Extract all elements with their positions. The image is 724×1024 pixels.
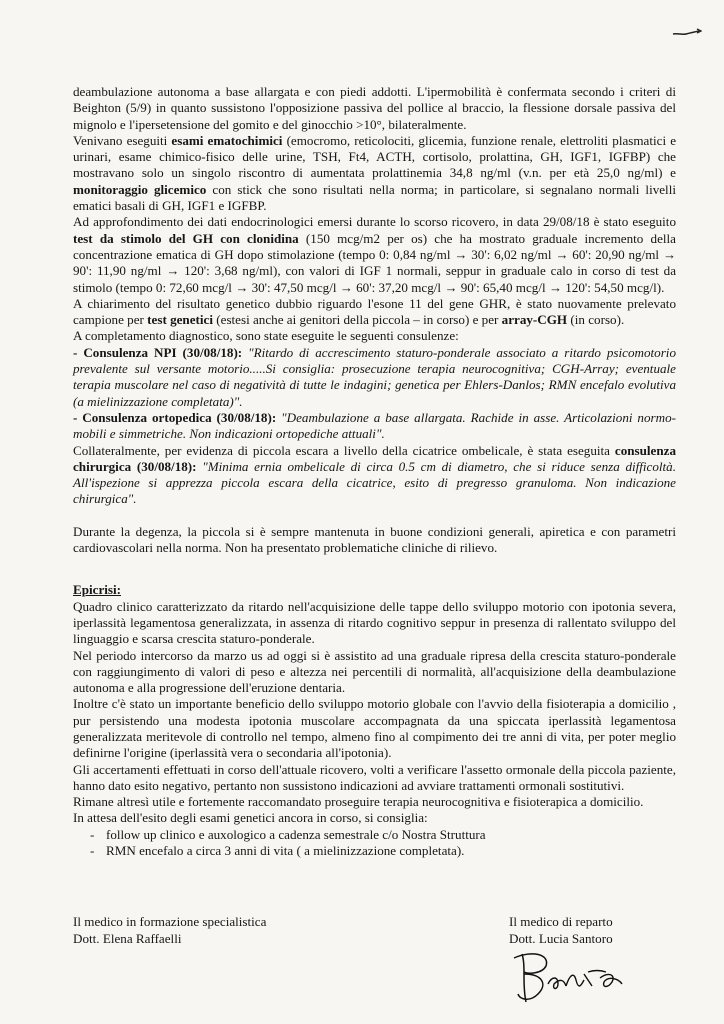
epicrisi-paragraph-2: Nel periodo intercorso da marzo us ad oggi si è assistito ad una graduale ripresa della crescita staturo-ponderale con raggiungimento di valori di peso e altezza nei percentili di normalità, all'acquisizione della deambulazione autonoma e alla progressione dell'eruzione dentaria. bbox=[73, 647, 676, 696]
paragraph-surgical-consult: Collateralmente, per evidenza di piccola escara a livello della cicatrice ombelicale, è stata eseguita consulenza chirurgica (30/08/18): "Minima ernia ombelicale di circa 0.5 cm di diametro, che si riduce senza difficoltà. All'ispezione si apprezza piccola escara della cicatrice, esito di pregresso granuloma. Non indicazione chirurgica". bbox=[73, 442, 676, 507]
resident-role: Il medico in formazione specialistica bbox=[73, 914, 267, 929]
report-body bbox=[73, 84, 676, 859]
term-blood-tests: esami ematochimici bbox=[171, 132, 283, 148]
paragraph-ortho-consult: - Consulenza ortopedica (30/08/18): "Deambulazione a base allargata. Rachide in asse. Articolazioni normo-mobili e simmetriche. Non indicazioni ortopediche attuali". bbox=[73, 409, 676, 442]
resident-signature-block bbox=[73, 914, 333, 947]
paragraph-npi-consult: - Consulenza NPI (30/08/18): "Ritardo di accrescimento staturo-ponderale associato a ritardo psicomotorio prevalente sul versante motorio.....Si consiglia: prosecuzione terapia neurocognitiva; CGH-Array; eventuale terapia muscolare nel caso di negatività di tutte le indagini; genetica per Ehlers-Danlos; RMN encefalo evolutiva (a mielinizzazione completata)". bbox=[73, 344, 676, 409]
term-genetic-tests: test genetici bbox=[147, 312, 213, 328]
term-npi-consult: - Consulenza NPI (30/08/18): bbox=[73, 344, 243, 360]
epicrisi-paragraph-6: In attesa dell'esito degli esami genetici ancora in corso, si consiglia: bbox=[73, 810, 428, 826]
list-item: - follow up clinico e auxologico a cadenza semestrale c/o Nostra Struttura bbox=[90, 826, 486, 842]
term-array-cgh: array-CGH bbox=[501, 312, 568, 328]
paragraph-consult-intro: A completamento diagnostico, sono state eseguite le seguenti consulenze: bbox=[73, 328, 459, 344]
paragraph-mobility: deambulazione autonoma a base allargata e con piedi addotti. L'ipermobilità è confermata secondo i criteri di Beighton (5/9) in quanto sussistono l'opposizione passiva del pollice al braccio, la flessione dorsale passiva del mignolo e l'ipersetensione del gomito e del ginocchio >10°, bilateralmente. bbox=[73, 84, 676, 132]
resident-name: Dott. Elena Raffaelli bbox=[73, 930, 182, 946]
epicrisi-paragraph-5: Rimane altresì utile e fortemente raccomandato proseguire terapia neurocognitiva e fisioterapica a domicilio. bbox=[73, 794, 644, 810]
attending-role: Il medico di reparto bbox=[509, 914, 613, 929]
term-surgical-consult: consulenza chirurgica (30/08/18): bbox=[73, 442, 676, 474]
term-ortho-consult: - Consulenza ortopedica (30/08/18): bbox=[73, 409, 277, 425]
attending-name: Dott. Lucia Santoro bbox=[509, 930, 613, 946]
handwritten-signature bbox=[508, 944, 628, 1008]
paragraph-genetics: A chiarimento del risultato genetico dubbio riguardo l'esone 11 del gene GHR, è stato nuovamente prelevato campione per test genetici (estesi anche ai genitori della piccola – in corso) e per array-CGH (in corso). bbox=[73, 295, 676, 328]
term-glucose-monitoring: monitoraggio glicemico bbox=[73, 181, 207, 197]
pen-mark-icon bbox=[672, 26, 702, 38]
bullet-dash: - bbox=[90, 843, 95, 859]
paragraph-blood-tests: Venivano eseguiti esami ematochimici (emocromo, reticolociti, glicemia, funzione renale, elettroliti plasmatici e urinari, esame chimico-fisico delle urine, TSH, Ft4, ACTH, cortisolo, prolattina, GH, IGF1, IGFBP) che mostravano solo un singolo riscontro di aumentata prolattinemia 34,8 ng/ml (v.n. per età 25,0 ng/ml) e monitoraggio glicemico con stick che sono risultati nella norma; in particolare, si segnalano normali livelli ematici basali di GH, IGF1 e IGFBP. bbox=[73, 132, 677, 214]
epicrisi-paragraph-1: Quadro clinico caratterizzato da ritardo nell'acquisizione delle tappe dello sviluppo motorio con ipotonia severa, iperlassità legamentosa generalizzata, in assenza di ritardo cognitivo seppur in presenza di rallentato sviluppo del linguaggio e scarsa crescita staturo-ponderale. bbox=[73, 598, 676, 647]
paragraph-gh-test: Ad approfondimento dei dati endocrinologici emersi durante lo scorso ricovero, in data 29/08/18 è stato eseguito test da stimolo del GH con clonidina (150 mcg/m2 per os) che ha mostrato graduale incremento della concentrazione ematica di GH dopo stimolazione (tempo 0: 0,84 ng/ml → 30': 6,02 ng/ml → 60': 20,90 ng/ml → 90': 11,90 ng/ml → 120': 3,68 ng/ml), con valori di IGF 1 normali, seppur in graduale calo in corso di test da stimolo (tempo 0: 72,60 mcg/l → 30': 47,50 mcg/l → 60': 37,20 mcg/l → 90': 65,40 mcg/l → 120': 54,50 mcg/l). bbox=[73, 214, 676, 295]
attending-signature-block bbox=[509, 914, 689, 947]
list-item: - RMN encefalo a circa 3 anni di vita ( a mielinizzazione completata). bbox=[90, 843, 465, 859]
paragraph-hospital-stay: Durante la degenza, la piccola si è sempre mantenuta in buone condizioni generali, apiretica e con parametri cardiovascolari nella norma. Non ha presentato problematiche cliniche di rilievo. bbox=[73, 523, 676, 556]
epicrisi-paragraph-3: Inoltre c'è stato un importante beneficio dello sviluppo motorio globale con l'avvio della fisioterapia a domicilio , pur persistendo una modesta ipotonia muscolare accompagnata da una spiccata iperlassità legamentosa generalizzata meritevole di controllo nel tempo, almeno fino al compimento dei tre anni di vita, per poter meglio definirne l'origine (iperlassità vera o secondaria all'ipotonia). bbox=[73, 696, 676, 761]
bullet-dash: - bbox=[90, 826, 95, 842]
recommendation-list bbox=[73, 827, 676, 860]
epicrisi-paragraph-4: Gli accertamenti effettuati in corso dell'attuale ricovero, volti a verificare l'assetto ormonale della piccola paziente, hanno dato esito negativo, pertanto non sussistono indicazioni ad avviare trattamenti ormonali sostitutivi. bbox=[73, 761, 676, 793]
term-gh-test: test da stimolo del GH con clonidina bbox=[73, 230, 299, 246]
epicrisi-heading: Epicrisi: bbox=[73, 582, 122, 598]
